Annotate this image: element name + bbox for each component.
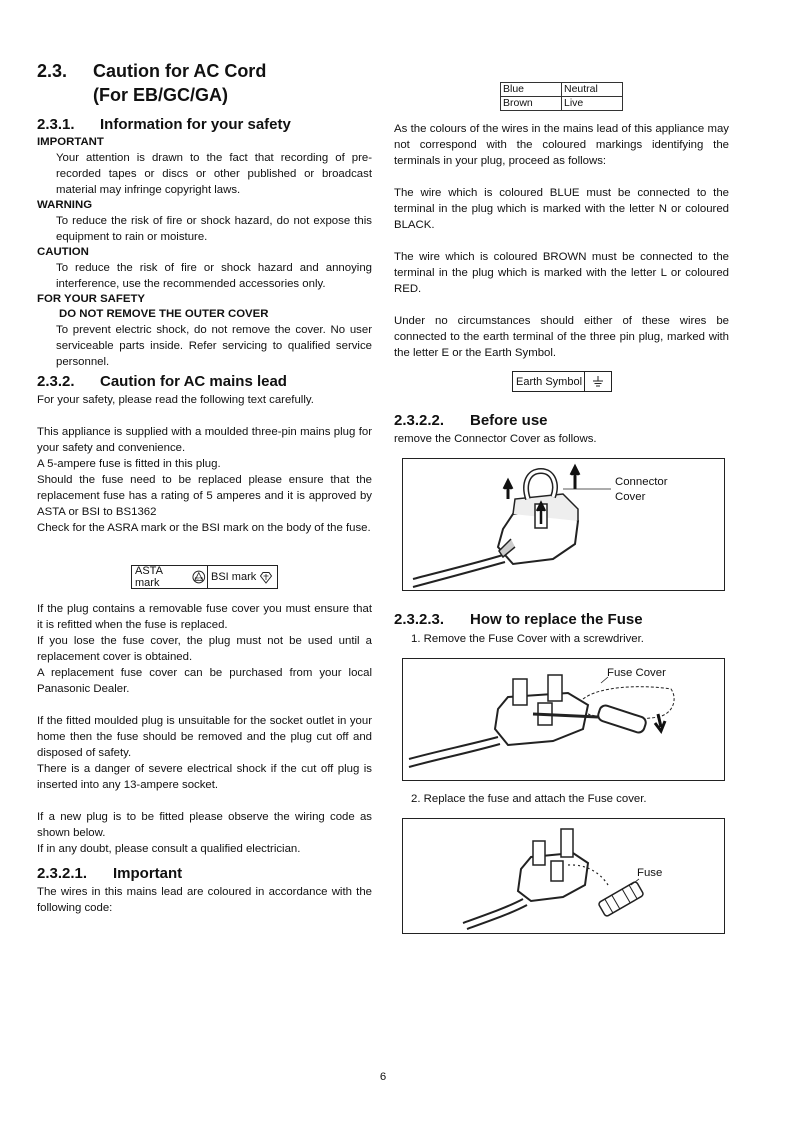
section-title: Before use bbox=[470, 412, 548, 429]
table-cell: Live bbox=[562, 97, 623, 111]
paragraph: If the fitted moulded plug is unsuitable for the socket outlet in your home then the fuse should be removed and the plug cut off and disposed of safety. bbox=[37, 715, 372, 759]
paragraph: A 5-ampere fuse is fitted in this plug. bbox=[37, 458, 221, 470]
section-number: 2.3.2. bbox=[37, 373, 75, 390]
ac-lead-text-1 bbox=[37, 392, 372, 536]
page-number: 6 bbox=[379, 1071, 387, 1083]
ac-lead-text-2 bbox=[37, 601, 372, 857]
section-title: Important bbox=[113, 865, 183, 882]
wiring-instructions bbox=[394, 121, 729, 361]
paragraph: A replacement fuse cover can be purchased from your local Panasonic Dealer. bbox=[37, 667, 372, 695]
important-text: Your attention is drawn to the fact that recording of pre-recorded tapes or discs or other published or broadcast material may infringe copyright laws. bbox=[56, 152, 372, 196]
safety-label: FOR YOUR SAFETY bbox=[37, 293, 146, 305]
section-heading-2-3-2-3 bbox=[394, 611, 734, 629]
connector-label-line1: Connector bbox=[615, 476, 668, 488]
warning-text: To reduce the risk of fire or shock hazard, do not expose this equipment to rain or moisture. bbox=[56, 215, 372, 243]
paragraph: The wire which is coloured BROWN must be connected to the terminal in the plug which is marked with the letter L or coloured RED. bbox=[394, 251, 729, 295]
section-title: Caution for AC mains lead bbox=[100, 373, 287, 390]
table-cell: Brown bbox=[501, 97, 562, 111]
paragraph: Should the fuse need to be replaced please ensure that the replacement fuse has a rating of 5 amperes and it is approved by ASTA or BSI to BS1362 bbox=[37, 474, 372, 518]
paragraph: If you lose the fuse cover, the plug must not be used until a replacement cover is obtained. bbox=[37, 635, 372, 663]
intro-text: For your safety, please read the following text carefully. bbox=[37, 394, 314, 406]
paragraph: As the colours of the wires in the mains lead of this appliance may not correspond with the coloured markings identifying the terminals in your plug, proceed as follows: bbox=[394, 123, 729, 167]
fuse-cover-figure bbox=[402, 658, 725, 781]
wire-colour-table bbox=[500, 82, 623, 111]
asta-symbol-text: ASTA bbox=[194, 576, 204, 581]
section-heading-2-3-2-1 bbox=[37, 865, 377, 883]
paragraph: Under no circumstances should either of these wires be connected to the earth terminal of the three pin plug, marked with the letter E or the Earth Symbol. bbox=[394, 315, 729, 359]
earth-symbol-box bbox=[512, 371, 612, 392]
caution-label: CAUTION bbox=[37, 246, 89, 258]
section-heading-2-3-1 bbox=[37, 116, 377, 134]
table-cell: Neutral bbox=[562, 83, 623, 97]
section-title: Caution for AC Cord bbox=[93, 61, 267, 81]
wire-code-intro: The wires in this mains lead are coloured in accordance with the following code: bbox=[37, 886, 372, 914]
caution-text: To reduce the risk of fire or shock hazard and annoying interference, use the recommended accessories only. bbox=[56, 262, 372, 290]
fuse-cover-label: Fuse Cover bbox=[607, 667, 666, 679]
section-number: 2.3.2.1. bbox=[37, 865, 88, 882]
safety-info-block bbox=[37, 135, 372, 370]
connector-cover-figure bbox=[402, 458, 725, 591]
step-2-text: 2. Replace the fuse and attach the Fuse cover. bbox=[411, 793, 647, 805]
safety-text: To prevent electric shock, do not remove the cover. No user serviceable parts inside. Refer servicing to qualified service personnel. bbox=[56, 324, 372, 368]
paragraph: There is a danger of severe electrical shock if the cut off plug is inserted into any 13-ampere socket. bbox=[37, 763, 372, 791]
section-title: How to replace the Fuse bbox=[470, 611, 643, 628]
paragraph: The wire which is coloured BLUE must be connected to the terminal in the plug which is marked with the letter N or coloured BLACK. bbox=[394, 187, 729, 231]
step-1-text: 1. Remove the Fuse Cover with a screwdriver. bbox=[411, 633, 644, 645]
connector-label-line2: Cover bbox=[615, 491, 646, 503]
paragraph: If a new plug is to be fitted please observe the wiring code as shown below. bbox=[37, 811, 372, 839]
asta-mark-icon bbox=[191, 570, 207, 584]
paragraph: If in any doubt, please consult a qualified electrician. bbox=[37, 843, 301, 855]
paragraph: This appliance is supplied with a moulded three-pin mains plug for your safety and convenience. bbox=[37, 426, 372, 454]
section-title: Information for your safety bbox=[100, 116, 291, 133]
fuse-replacement-illustration bbox=[403, 819, 724, 933]
table-row bbox=[501, 83, 623, 97]
table-cell: Blue bbox=[501, 83, 562, 97]
section-heading-2-3-2-2 bbox=[394, 412, 734, 430]
plug-connector-cover-illustration bbox=[403, 459, 724, 590]
asta-mark-label: ASTA mark bbox=[135, 565, 163, 589]
section-number: 2.3.2.2. bbox=[394, 412, 445, 429]
asta-mark-cell bbox=[132, 566, 208, 588]
section-heading-2-3 bbox=[37, 59, 377, 107]
earth-ground-icon bbox=[591, 375, 605, 388]
bsi-kitemark-icon bbox=[259, 571, 273, 584]
earth-icon-cell bbox=[585, 372, 611, 391]
section-number: 2.3.2.3. bbox=[394, 611, 445, 628]
section-subtitle: (For EB/GC/GA) bbox=[93, 85, 228, 105]
fuse-figure bbox=[402, 818, 725, 934]
paragraph: If the plug contains a removable fuse cover you must ensure that it is refitted when the fuse is replaced. bbox=[37, 603, 372, 631]
before-use-text: remove the Connector Cover as follows. bbox=[394, 433, 597, 445]
section-heading-2-3-2 bbox=[37, 373, 377, 391]
table-row bbox=[501, 97, 623, 111]
bsi-mark-cell bbox=[208, 566, 277, 588]
fuse-marks-box bbox=[131, 565, 278, 589]
important-label: IMPORTANT bbox=[37, 136, 104, 148]
bsi-mark-label: BSI mark bbox=[211, 571, 257, 583]
fuse-label: Fuse bbox=[637, 867, 663, 879]
fuse-cover-removal-illustration bbox=[403, 659, 724, 780]
paragraph: Check for the ASRA mark or the BSI mark on the body of the fuse. bbox=[37, 522, 371, 534]
connector-label bbox=[615, 475, 668, 505]
section-number: 2.3. bbox=[37, 61, 68, 81]
section-number: 2.3.1. bbox=[37, 116, 75, 133]
safety-subtitle: DO NOT REMOVE THE OUTER COVER bbox=[59, 308, 269, 320]
warning-label: WARNING bbox=[37, 199, 93, 211]
earth-symbol-label: Earth Symbol bbox=[513, 372, 585, 391]
